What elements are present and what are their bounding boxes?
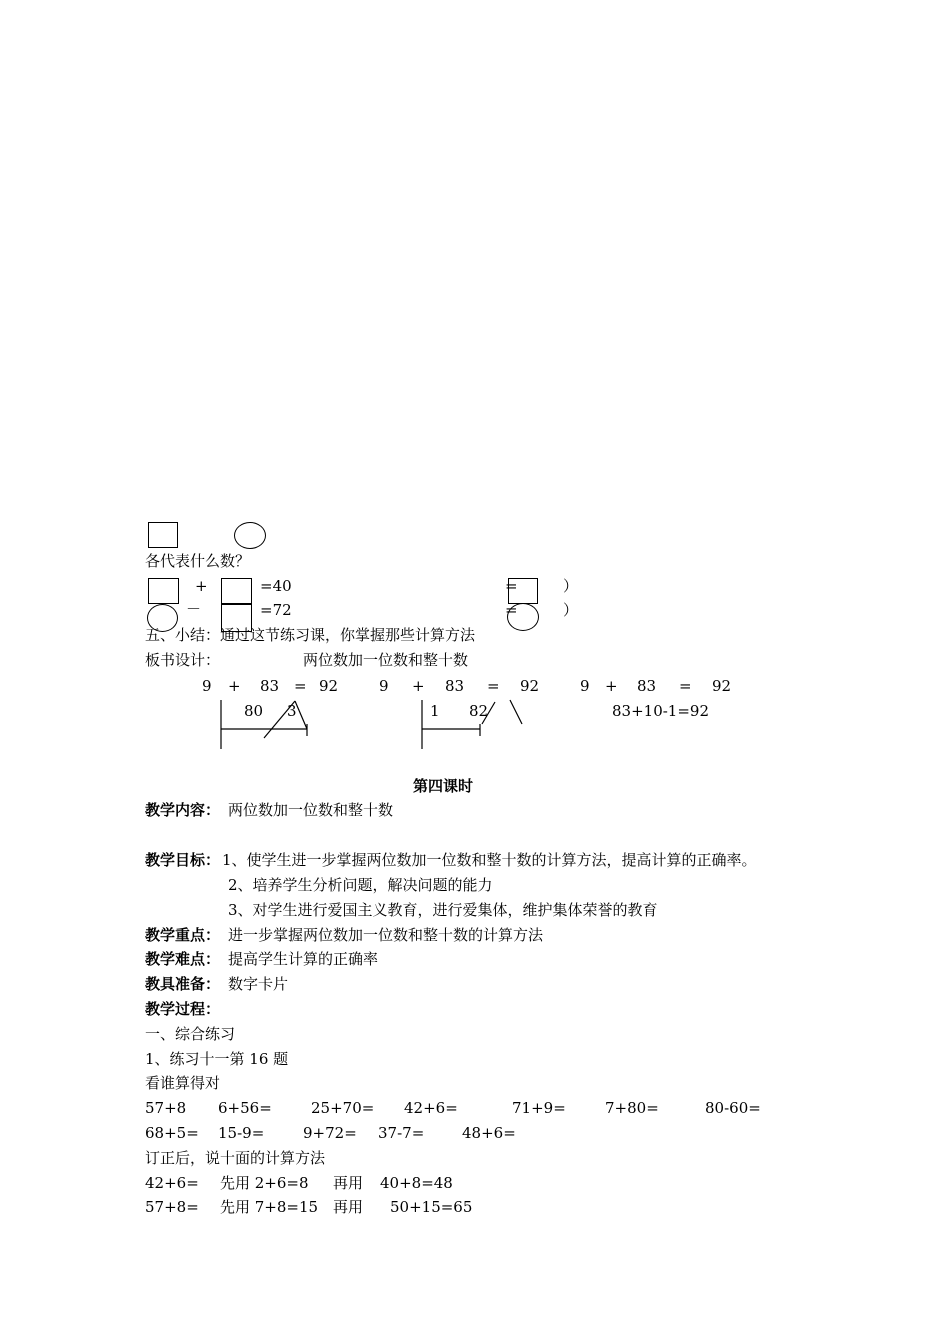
exercise-1-heading: 1、练习十一第 16 题 bbox=[145, 1050, 289, 1068]
m3-b: 83 bbox=[637, 677, 657, 695]
method-then-label: 再用 bbox=[333, 1198, 364, 1216]
exercise-item: 68+5= bbox=[145, 1124, 199, 1142]
m3-a: 9 bbox=[580, 677, 590, 695]
m1-a: 9 bbox=[202, 677, 212, 695]
m3-eq: = bbox=[679, 677, 692, 695]
exercise-item: 9+72= bbox=[303, 1124, 357, 1142]
exercise-item: 15-9= bbox=[218, 1124, 265, 1142]
exercise-item: 42+6= bbox=[404, 1099, 458, 1117]
goals-label: 教学目标： bbox=[145, 851, 221, 869]
eq2-result: =72 bbox=[260, 601, 292, 619]
m2-s2: 82 bbox=[469, 702, 489, 720]
exercise-item: 80-60= bbox=[705, 1099, 761, 1117]
eq1-answer-eq: = bbox=[505, 577, 518, 595]
m3-op: + bbox=[605, 677, 618, 695]
method-expr: 42+6= bbox=[145, 1174, 199, 1192]
eq2-answer-paren: ） bbox=[563, 601, 579, 619]
m1-op: + bbox=[228, 677, 241, 695]
method-then: 40+8=48 bbox=[380, 1174, 453, 1192]
key-text: 进一步掌握两位数加一位数和整十数的计算方法 bbox=[228, 926, 544, 944]
m2-b: 83 bbox=[445, 677, 465, 695]
tools-text: 数字卡片 bbox=[228, 975, 289, 993]
difficulty-label: 教学难点： bbox=[145, 950, 221, 968]
content-text: 两位数加一位数和整十数 bbox=[228, 801, 394, 819]
section-1-heading: 一、综合练习 bbox=[145, 1025, 236, 1043]
tools-label: 教具准备： bbox=[145, 975, 221, 993]
m1-b: 83 bbox=[260, 677, 280, 695]
m3-calc: 83+10-1=92 bbox=[612, 702, 710, 720]
exercise-item: 37-7= bbox=[378, 1124, 425, 1142]
m1-eq: = bbox=[294, 677, 307, 695]
key-label: 教学重点： bbox=[145, 926, 221, 944]
m2-r: 92 bbox=[520, 677, 540, 695]
split-line-2-left-branch bbox=[482, 702, 495, 724]
eq1-answer-paren: ） bbox=[563, 577, 579, 595]
eq1-result: =40 bbox=[260, 577, 292, 595]
m3-r: 92 bbox=[712, 677, 732, 695]
split-line-2-right-branch bbox=[510, 700, 522, 724]
see-who-text: 看谁算得对 bbox=[145, 1074, 221, 1092]
content-label: 教学内容： bbox=[145, 801, 221, 819]
m2-a: 9 bbox=[379, 677, 389, 695]
method-first: 先用 2+6=8 bbox=[220, 1174, 309, 1192]
exercise-item: 57+8 bbox=[145, 1099, 187, 1117]
m1-s2: 3 bbox=[287, 702, 297, 720]
goal-3: 3、对学生进行爱国主义教育，进行爱集体，维护集体荣誉的教育 bbox=[228, 901, 658, 919]
eq1-plus: + bbox=[195, 577, 208, 595]
eq2-minus: － bbox=[186, 600, 202, 618]
after-correct-text: 订正后，说十面的计算方法 bbox=[145, 1149, 326, 1167]
process-label: 教学过程： bbox=[145, 1000, 221, 1018]
exercise-item: 7+80= bbox=[605, 1099, 659, 1117]
board-title: 两位数加一位数和整十数 bbox=[303, 651, 469, 669]
difficulty-text: 提高学生计算的正确率 bbox=[228, 950, 379, 968]
exercise-item: 71+9= bbox=[512, 1099, 566, 1117]
goal-2: 2、培养学生分析问题，解决问题的能力 bbox=[228, 876, 493, 894]
method-expr: 57+8= bbox=[145, 1198, 199, 1216]
exercise-item: 6+56= bbox=[218, 1099, 272, 1117]
method-then-label: 再用 bbox=[333, 1174, 364, 1192]
board-label: 板书设计： bbox=[145, 651, 221, 669]
split-line-1-left-branch bbox=[264, 701, 295, 738]
m2-s1: 1 bbox=[430, 702, 440, 720]
m2-op: + bbox=[412, 677, 425, 695]
method-first: 先用 7+8=15 bbox=[220, 1198, 319, 1216]
summary-line: 五、小结：通过这节练习课，你掌握那些计算方法 bbox=[145, 626, 476, 644]
exercise-item: 48+6= bbox=[462, 1124, 516, 1142]
goal-1: 1、使学生进一步掌握两位数加一位数和整十数的计算方法，提高计算的正确率。 bbox=[222, 851, 757, 869]
split-line-1-right-branch bbox=[295, 701, 307, 729]
lesson-title: 第四课时 bbox=[413, 777, 474, 795]
m2-eq: = bbox=[487, 677, 500, 695]
eq2-answer-eq: = bbox=[505, 601, 518, 619]
method-then: 50+15=65 bbox=[390, 1198, 473, 1216]
exercise-item: 25+70= bbox=[311, 1099, 375, 1117]
m1-r: 92 bbox=[319, 677, 339, 695]
m1-s1: 80 bbox=[244, 702, 264, 720]
puzzle-question: 各代表什么数？ bbox=[145, 552, 251, 570]
